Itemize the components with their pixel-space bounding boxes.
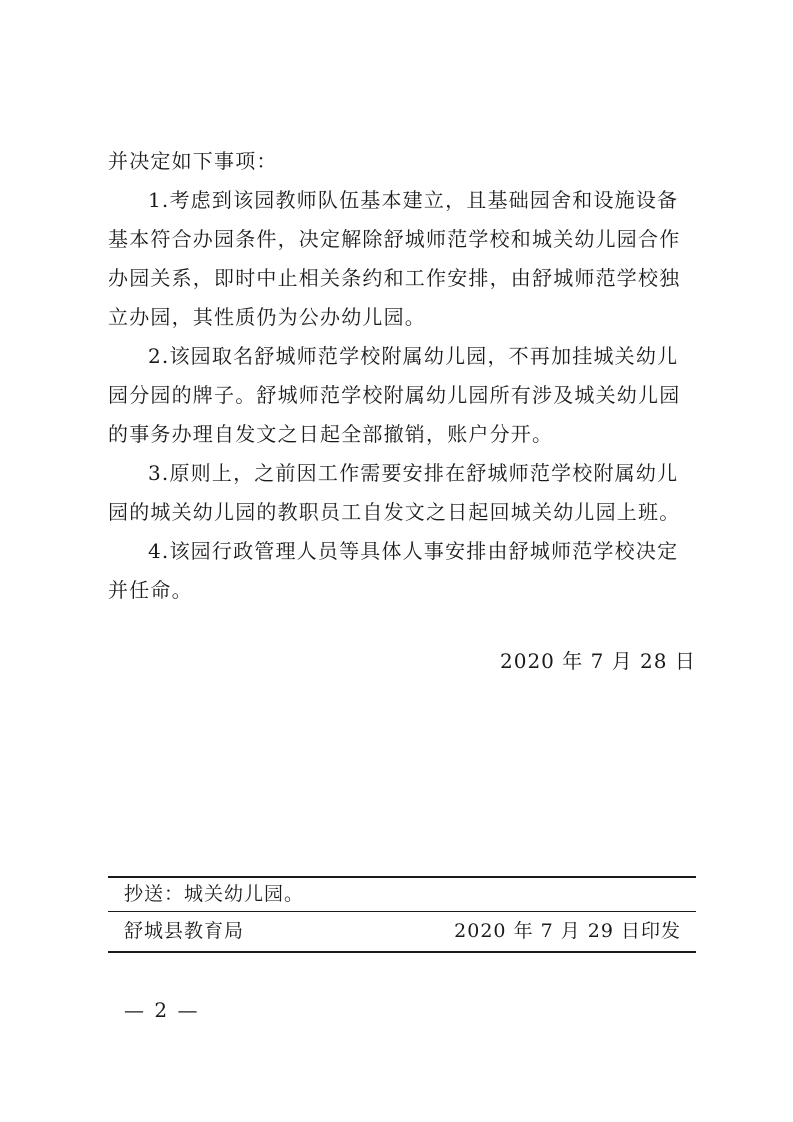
page-number: — 2 —	[124, 998, 200, 1022]
item-3: 3.原则上，之前因工作需要安排在舒城师范学校附属幼儿园的城关幼儿园的教职员工自发文之日起回城关幼儿园上班。	[108, 461, 681, 524]
item-2: 2.该园取名舒城师范学校附属幼儿园，不再加挂城关幼儿园分园的牌子。舒城师范学校附属幼儿园所有涉及城关幼儿园的事务办理自发文之日起全部撤销，账户分开。	[108, 344, 681, 446]
signature-date: 2020 年 7 月 28 日	[500, 649, 696, 673]
issuer: 舒城县教育局	[124, 920, 245, 942]
footer-top-rule	[108, 876, 696, 878]
cc-line: 抄送：城关幼儿园。	[124, 883, 305, 905]
item-4: 4.该园行政管理人员等具体人事安排由舒城师范学校决定并任命。	[108, 539, 679, 602]
document-body	[108, 142, 698, 610]
footer-bottom-rule	[108, 951, 696, 953]
footer-middle-rule	[108, 911, 696, 912]
intro-line: 并决定如下事项：	[108, 149, 278, 173]
print-date: 2020 年 7 月 29 日印发	[454, 920, 681, 942]
item-1: 1.考虑到该园教师队伍基本建立，且基础园舍和设施设备基本符合办园条件，决定解除舒城师范学校和城关幼儿园合作办园关系，即时中止相关条约和工作安排，由舒城师范学校独立办园，其性质仍为公办幼儿园。	[108, 188, 681, 329]
